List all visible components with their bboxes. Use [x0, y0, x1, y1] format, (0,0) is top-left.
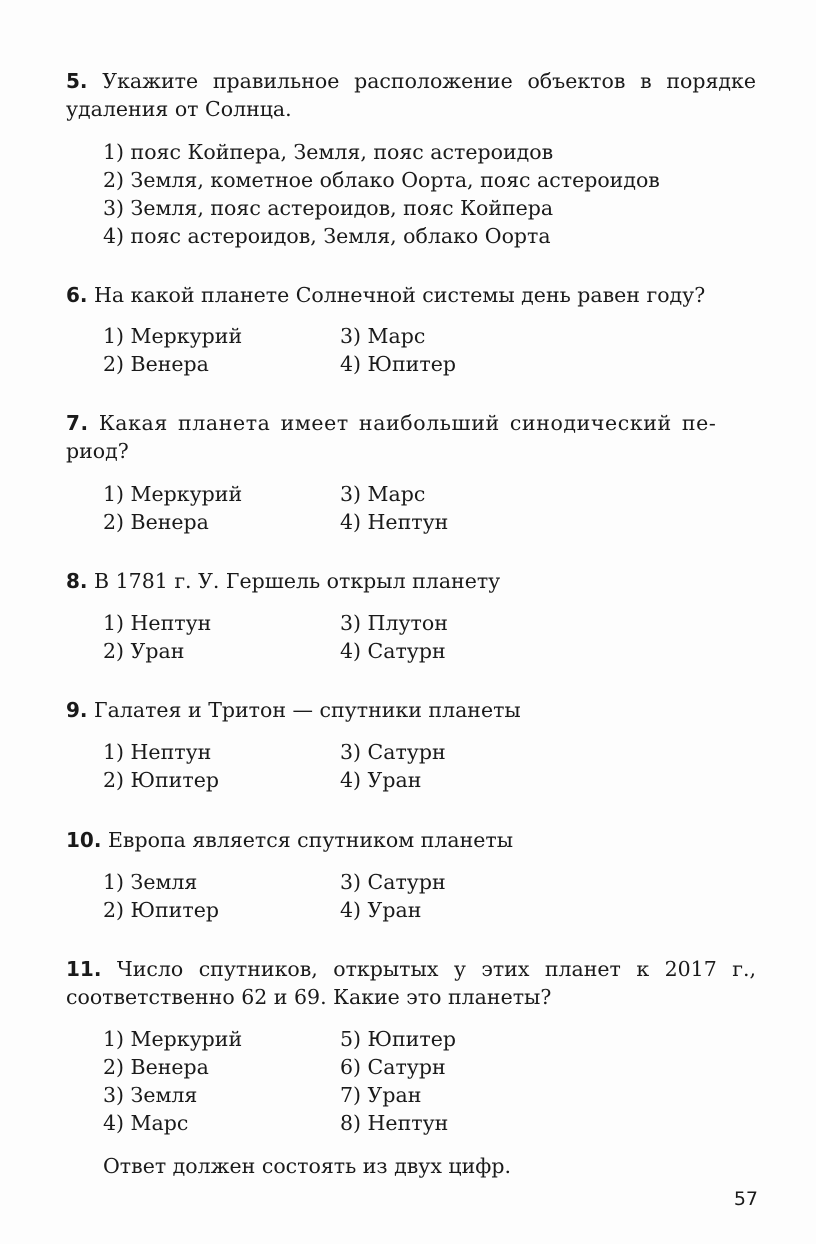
question-9-prompt	[66, 696, 756, 724]
question-9	[66, 696, 756, 724]
page-number: 57	[733, 1188, 758, 1210]
option: 4) Юпитер	[340, 352, 456, 376]
option: 3) Марс	[340, 324, 426, 348]
question-number: 11.	[66, 957, 102, 981]
question-7	[66, 409, 756, 465]
question-5-prompt	[66, 67, 756, 123]
question-text: Укажите правильное расположение объектов в порядке удаления от Солнца.	[66, 69, 756, 121]
option: 3) Сатурн	[340, 740, 446, 764]
question-number: 8.	[66, 569, 88, 593]
option: 4) Сатурн	[340, 639, 446, 663]
question-8-prompt	[66, 567, 756, 595]
question-7-prompt	[66, 409, 756, 465]
option: 3) Марс	[340, 482, 426, 506]
question-10	[66, 826, 756, 854]
answer-note: Ответ должен состоять из двух цифр.	[103, 1154, 511, 1178]
option: 1) Нептун	[103, 611, 212, 635]
question-number: 5.	[66, 69, 88, 93]
option: 3) Земля, пояс астероидов, пояс Койпера	[103, 196, 554, 220]
question-number: 9.	[66, 698, 88, 722]
question-number: 10.	[66, 828, 102, 852]
question-text: Европа является спутником планеты	[107, 828, 514, 852]
question-10-prompt	[66, 826, 756, 854]
question-8	[66, 567, 756, 595]
question-6	[66, 281, 756, 309]
option: 2) Венера	[103, 1055, 209, 1079]
option: 5) Юпитер	[340, 1027, 456, 1051]
question-11-prompt	[66, 955, 756, 1011]
option: 4) Марс	[103, 1111, 189, 1135]
option: 2) Венера	[103, 352, 209, 376]
option: 6) Сатурн	[340, 1055, 446, 1079]
question-number: 6.	[66, 283, 88, 307]
question-text: На какой планете Солнечной системы день равен году?	[94, 283, 706, 307]
option: 2) Уран	[103, 639, 185, 663]
option: 2) Юпитер	[103, 768, 219, 792]
option: 3) Земля	[103, 1083, 198, 1107]
option: 1) Меркурий	[103, 324, 243, 348]
question-text-line-2: риод?	[66, 439, 129, 463]
option: 4) Нептун	[340, 510, 449, 534]
option: 1) Меркурий	[103, 1027, 243, 1051]
option: 1) Меркурий	[103, 482, 243, 506]
question-text-line-1: Какая планета имеет наибольший синодический пе-	[98, 411, 717, 435]
option: 7) Уран	[340, 1083, 422, 1107]
option: 1) Нептун	[103, 740, 212, 764]
option: 2) Юпитер	[103, 898, 219, 922]
question-number: 7.	[66, 411, 89, 435]
option: 2) Земля, кометное облако Оорта, пояс астероидов	[103, 168, 660, 192]
question-11	[66, 955, 756, 1011]
page	[66, 0, 756, 1244]
option: 1) Земля	[103, 870, 198, 894]
option: 3) Сатурн	[340, 870, 446, 894]
question-text: Число спутников, открытых у этих планет к 2017 г., соответственно 62 и 69. Какие это планеты?	[66, 957, 756, 1009]
question-6-prompt	[66, 281, 756, 309]
option: 4) Уран	[340, 768, 422, 792]
question-5	[66, 67, 756, 123]
question-text: Галатея и Тритон — спутники планеты	[94, 698, 521, 722]
question-text: В 1781 г. У. Гершель открыл планету	[94, 569, 501, 593]
option: 4) пояс астероидов, Земля, облако Оорта	[103, 224, 551, 248]
option: 1) пояс Койпера, Земля, пояс астероидов	[103, 140, 554, 164]
option: 4) Уран	[340, 898, 422, 922]
option: 3) Плутон	[340, 611, 448, 635]
option: 8) Нептун	[340, 1111, 449, 1135]
option: 2) Венера	[103, 510, 209, 534]
